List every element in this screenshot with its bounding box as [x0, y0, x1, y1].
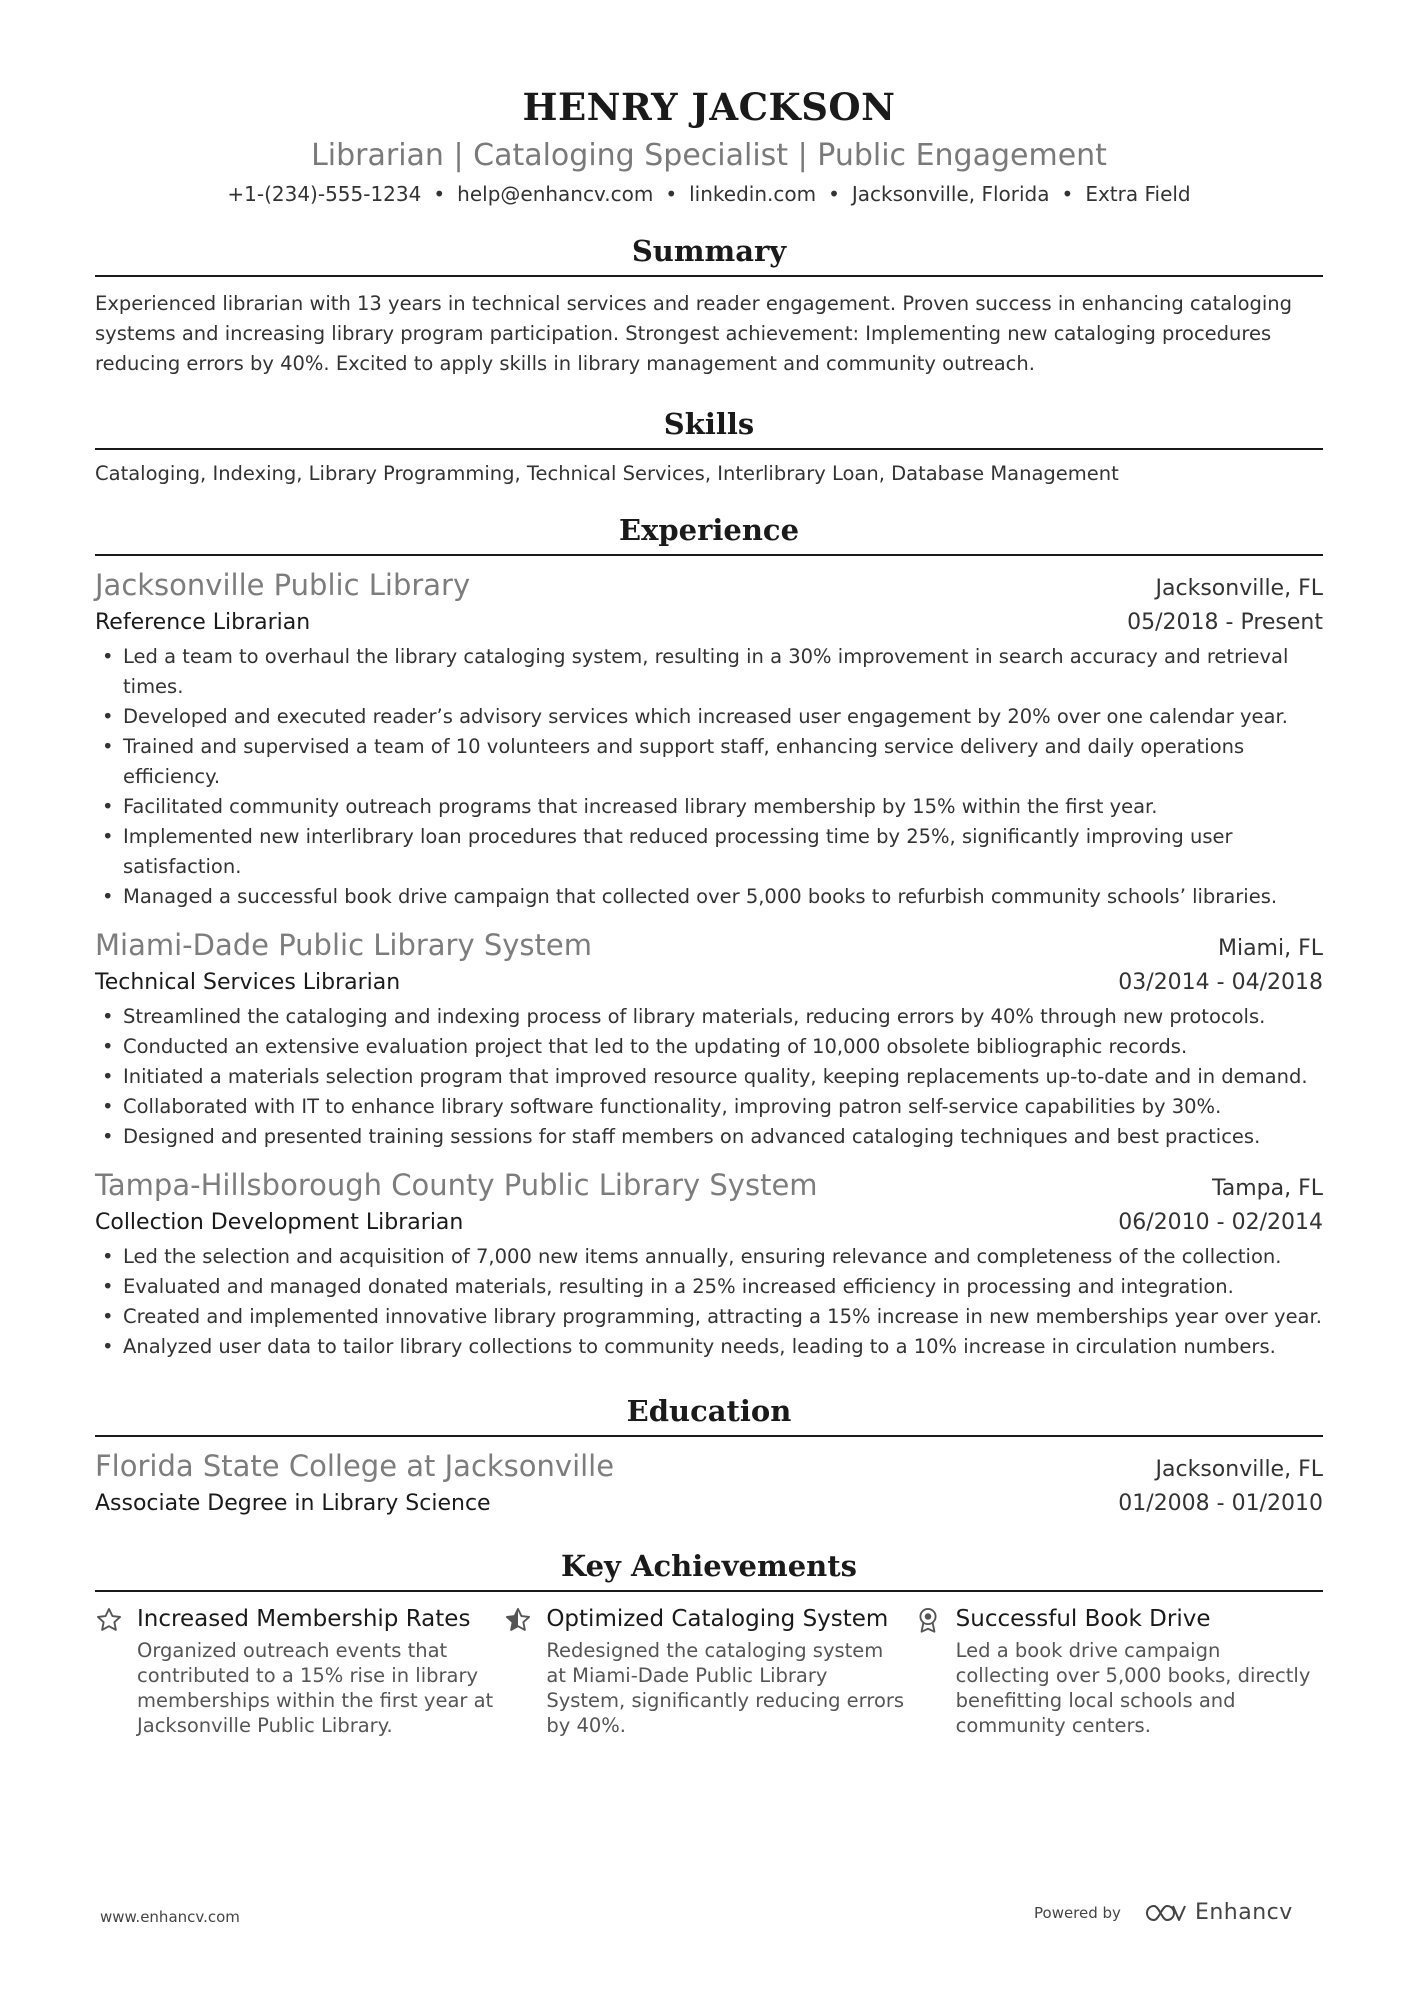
phone: +1-(234)-555-1234 [227, 182, 422, 206]
bullet-item: • Managed a successful book drive campaign that collected over 5,000 books to refurbish community schools’ libraries. [95, 882, 1323, 912]
separator-dot: • [665, 182, 678, 206]
achievement-item [504, 1602, 913, 1738]
job-role: Reference Librarian [95, 610, 311, 635]
job-company: Tampa-Hillsborough County Public Library System [95, 1168, 818, 1202]
achievement-desc: Organized outreach events that contributed to a 15% rise in library memberships within the first year at Jacksonville Public Library. [137, 1639, 494, 1737]
linkedin: linkedin.com [689, 182, 817, 206]
bullet-item: • Streamlined the cataloging and indexing process of library materials, reducing errors by 40% through new protocols. [95, 1002, 1323, 1032]
job-bullets [95, 1002, 1323, 1152]
bullet-item: • Led the selection and acquisition of 7,000 new items annually, ensuring relevance and completeness of the collection. [95, 1242, 1323, 1272]
achievement-title: Optimized Cataloging System [546, 1606, 889, 1632]
section-divider [95, 1435, 1323, 1437]
achievement-title: Successful Book Drive [955, 1606, 1211, 1632]
bullet-item: • Created and implemented innovative library programming, attracting a 15% increase in new memberships year over year. [95, 1302, 1323, 1332]
job-bullets [95, 642, 1323, 912]
section-divider [95, 1590, 1323, 1592]
star-outline-icon [95, 1602, 137, 1738]
brand-name: Enhancv [1194, 1900, 1293, 1925]
summary-title: Summary [631, 234, 787, 268]
footer-branding [1034, 1900, 1293, 1925]
email: help@enhancv.com [457, 182, 654, 206]
bullet-item: • Collaborated with IT to enhance library software functionality, improving patron self-service capabilities by 30%. [95, 1092, 1323, 1122]
bullet-item: • Analyzed user data to tailor library collections to community needs, leading to a 10% increase in circulation numbers. [95, 1332, 1323, 1362]
job-dates: 06/2010 - 02/2014 [1118, 1210, 1323, 1235]
achievement-title: Increased Membership Rates [137, 1606, 471, 1632]
extra-field: Extra Field [1085, 182, 1191, 206]
separator-dot: • [828, 182, 840, 206]
section-divider [95, 275, 1323, 277]
job-dates: 05/2018 - Present [1127, 610, 1323, 635]
education-dates: 01/2008 - 01/2010 [1118, 1491, 1323, 1516]
job-location: Jacksonville, FL [1155, 576, 1323, 601]
candidate-name: HENRY JACKSON [522, 85, 896, 129]
separator-dot: • [433, 182, 446, 206]
bullet-item: • Implemented new interlibrary loan procedures that reduced processing time by 25%, significantly improving user satisfaction. [95, 822, 1323, 882]
bullet-item: • Trained and supervised a team of 10 volunteers and support staff, enhancing service delivery and daily operations efficiency. [95, 732, 1323, 792]
location: Jacksonville, Florida [851, 182, 1050, 206]
job-role: Collection Development Librarian [95, 1210, 464, 1235]
skills-text: Cataloging, Indexing, Library Programming, Technical Services, Interlibrary Loan, Database Management [95, 462, 1119, 485]
bullet-item: • Developed and executed reader’s advisory services which increased user engagement by 20% over one calendar year. [95, 702, 1323, 732]
school-name: Florida State College at Jacksonville [95, 1449, 615, 1483]
job-company: Miami-Dade Public Library System [95, 928, 592, 962]
achievements-title: Key Achievements [561, 1549, 857, 1583]
bullet-item: • Led a team to overhaul the library cataloging system, resulting in a 30% improvement in search accuracy and retrieval times. [95, 642, 1323, 702]
headline: Librarian | Cataloging Specialist | Public Engagement [311, 138, 1107, 173]
job-entry [95, 566, 1323, 912]
bullet-item: • Conducted an extensive evaluation project that led to the updating of 10,000 obsolete bibliographic records. [95, 1032, 1323, 1062]
powered-by-label: Powered by [1034, 1903, 1121, 1922]
footer-website-link[interactable]: www.enhancv.com [100, 1908, 240, 1926]
enhancv-logo[interactable] [1143, 1900, 1293, 1925]
education-title: Education [626, 1394, 792, 1428]
bullet-item: • Facilitated community outreach programs that increased library membership by 15% within the first year. [95, 792, 1323, 822]
achievement-desc: Redesigned the cataloging system at Miami-Dade Public Library System, significantly reducing errors by 40%. [546, 1639, 905, 1737]
summary-text: Experienced librarian with 13 years in technical services and reader engagement. Proven success in enhancing cataloging systems and increasing library program participation. Strongest achievement: Implementing new cataloging procedures reducing errors by 40%. Excited to apply skills in library management and community outreach. [95, 292, 1293, 375]
experience-title: Experience [618, 513, 800, 547]
bullet-item: • Initiated a materials selection program that improved resource quality, keeping replacements up-to-date and in demand. [95, 1062, 1323, 1092]
resume-content [95, 80, 1323, 1738]
job-dates: 03/2014 - 04/2018 [1118, 970, 1323, 995]
job-location: Tampa, FL [1211, 1176, 1323, 1201]
job-role: Technical Services Librarian [95, 970, 401, 995]
section-divider [95, 554, 1323, 556]
achievement-item [914, 1602, 1323, 1738]
award-ribbon-icon [914, 1602, 956, 1738]
job-entry [95, 926, 1323, 1152]
job-bullets [95, 1242, 1323, 1362]
achievements-grid [95, 1602, 1323, 1738]
job-company: Jacksonville Public Library [95, 568, 471, 602]
job-location: Miami, FL [1217, 936, 1323, 961]
experience-list [95, 566, 1323, 1362]
enhancv-logo-icon [1143, 1901, 1189, 1925]
school-location: Jacksonville, FL [1155, 1457, 1323, 1482]
bullet-item: • Evaluated and managed donated materials, resulting in a 25% increased efficiency in processing and integration. [95, 1272, 1323, 1302]
achievement-desc: Led a book drive campaign collecting over 5,000 books, directly benefitting local schools and community centers. [955, 1639, 1311, 1737]
bullet-item: • Designed and presented training sessions for staff members on advanced cataloging techniques and best practices. [95, 1122, 1323, 1152]
degree: Associate Degree in Library Science [95, 1491, 491, 1516]
section-divider [95, 448, 1323, 450]
star-half-icon [504, 1602, 546, 1738]
job-entry [95, 1166, 1323, 1362]
contact-line [95, 180, 1323, 208]
achievement-item [95, 1602, 504, 1738]
education-entry [95, 1447, 1323, 1521]
separator-dot: • [1061, 182, 1074, 206]
skills-title: Skills [663, 407, 755, 441]
